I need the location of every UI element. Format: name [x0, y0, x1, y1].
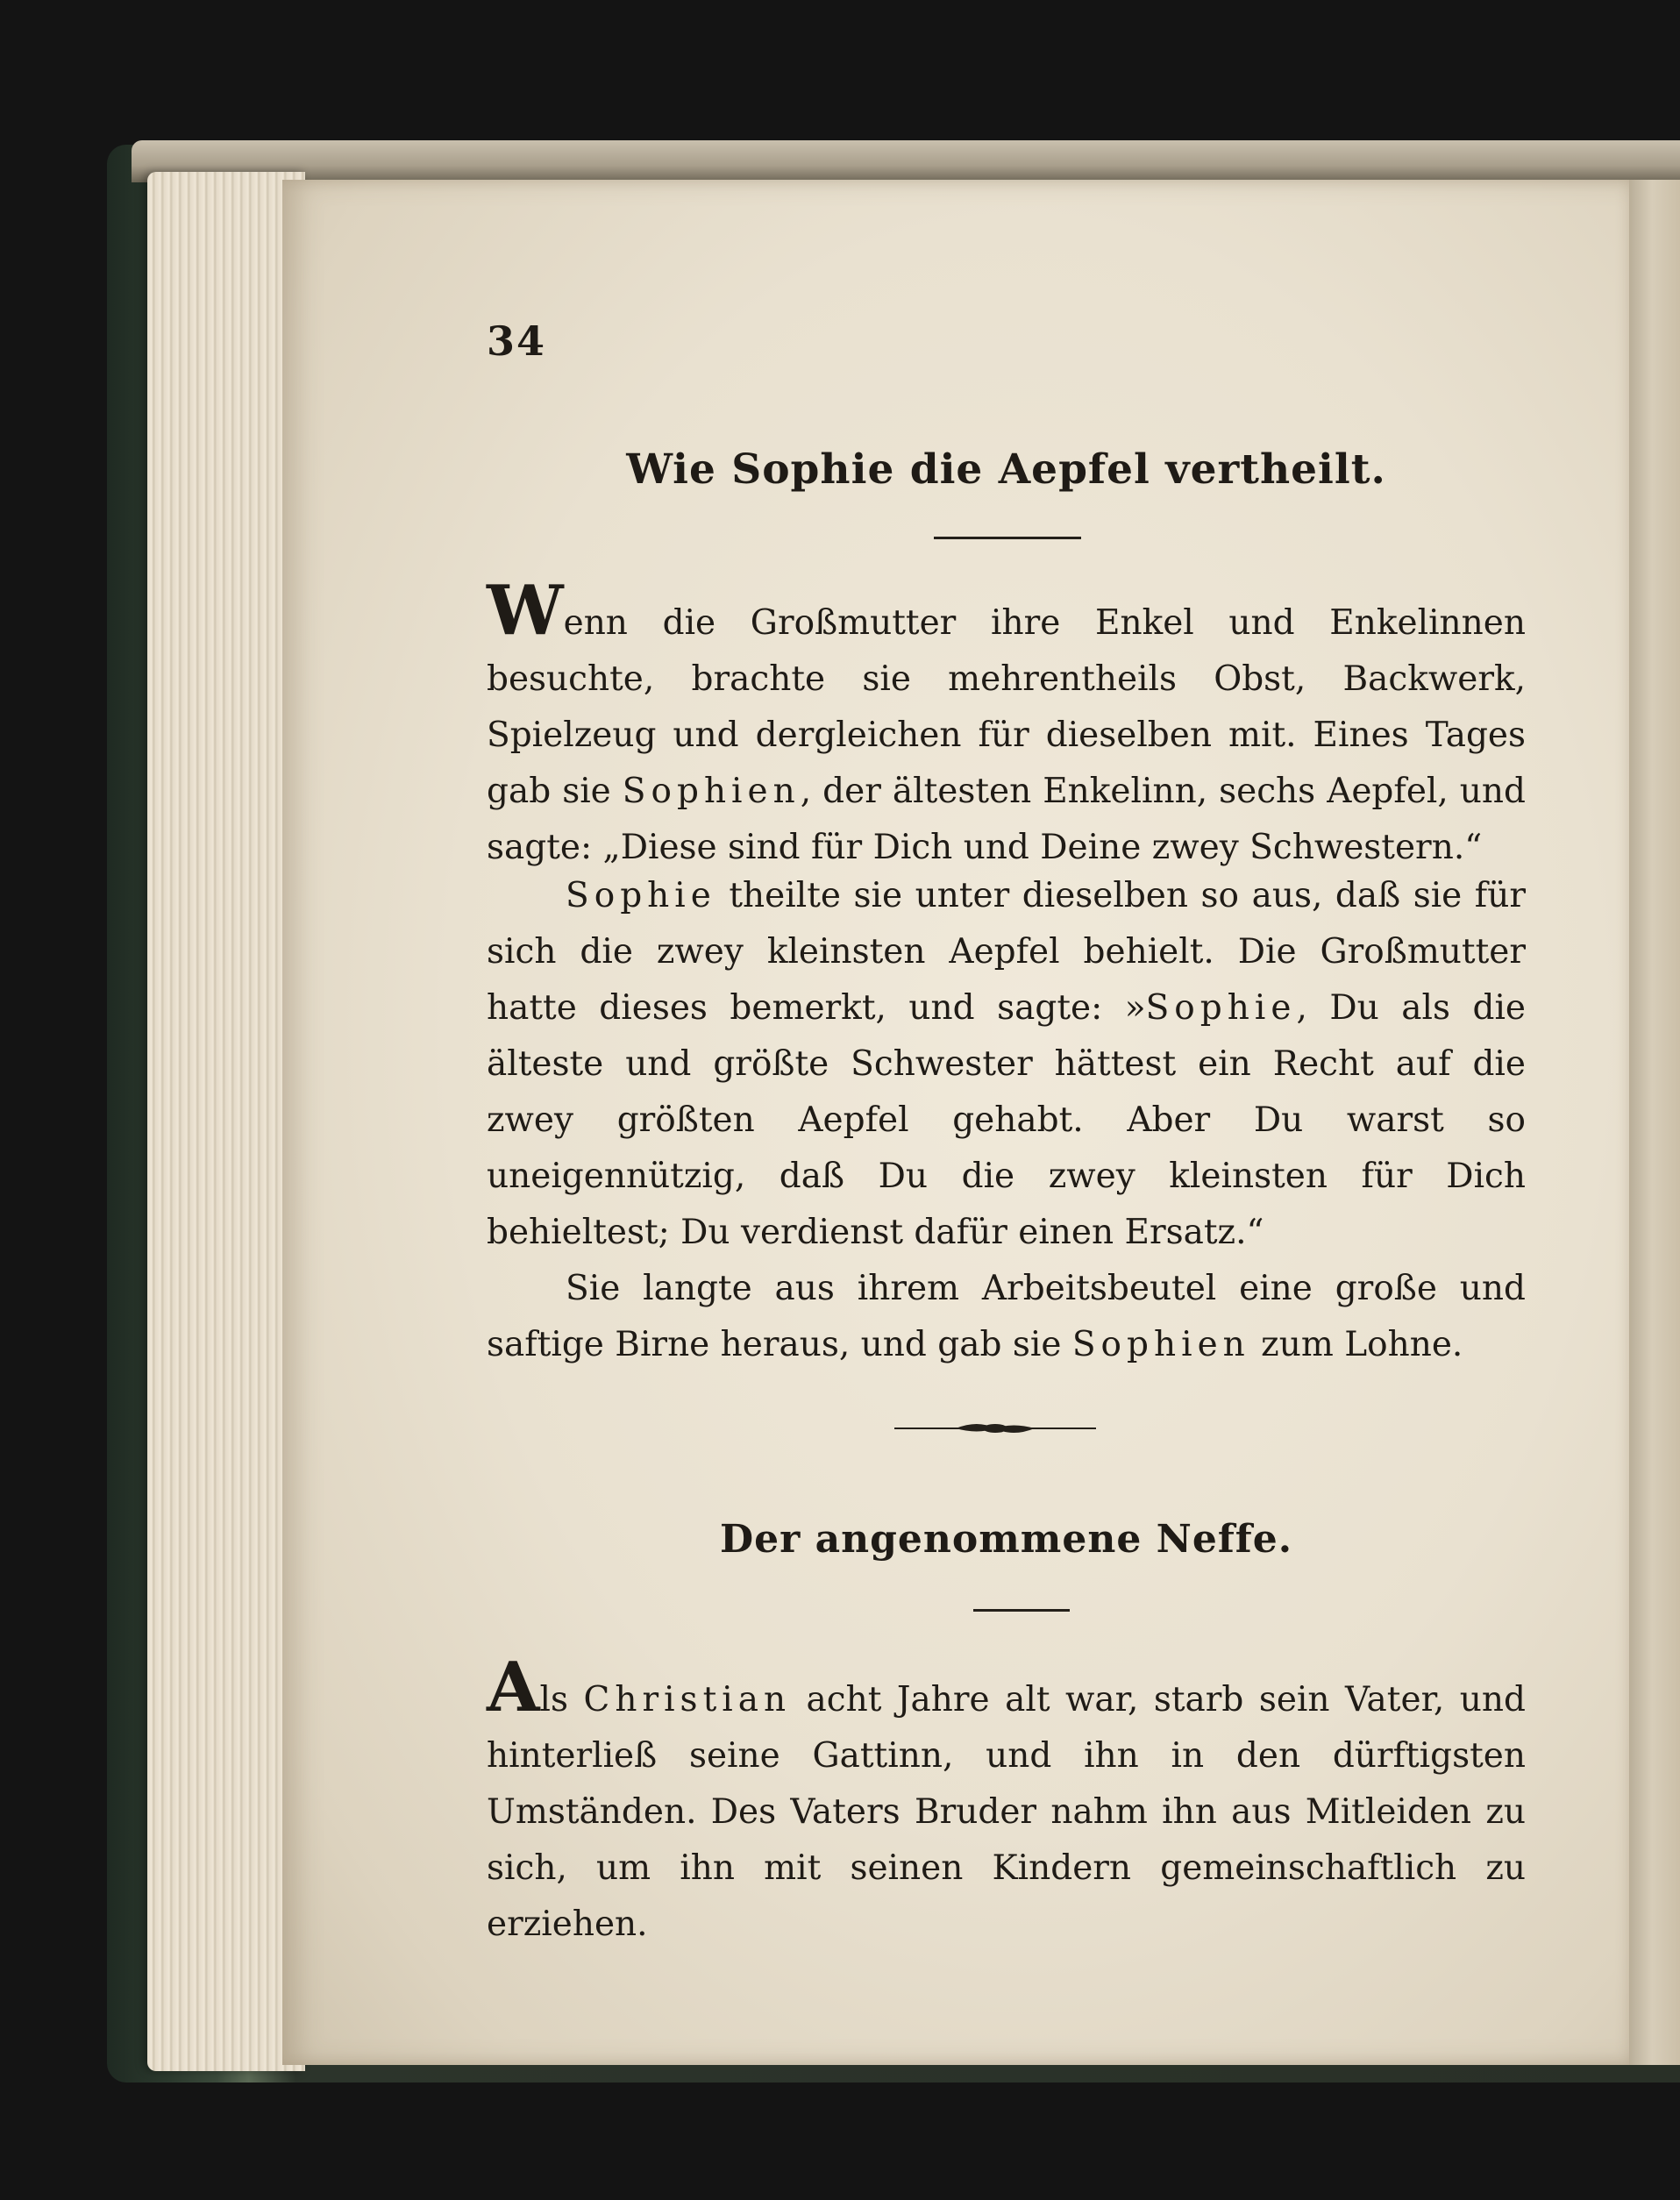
- paragraph-2: [487, 868, 1526, 1261]
- ornament-divider-icon: [894, 1419, 1096, 1438]
- name-sophie: Sophie: [566, 876, 716, 915]
- paragraph-text: ls: [539, 1680, 584, 1719]
- section-title-apples: Wie Sophie die Aepfel vertheilt.: [626, 445, 1386, 494]
- paragraph-3: [487, 1261, 1526, 1373]
- paragraph-text: Sie langte aus ihrem Arbeitsbeutel eine große und saftige Birne heraus, und gab sie: [487, 1269, 1526, 1364]
- paragraph-4: [487, 1648, 1526, 1953]
- page-number: 34: [487, 317, 547, 365]
- paragraph-1: [487, 571, 1526, 876]
- paragraph-text: enn die Großmutter ihre Enkel und Enkelinnen besuchte, brachte sie mehrentheils Obst, Backwerk, Spielzeug und dergleichen für dieselben mit. Eines Tages gab sie: [487, 603, 1526, 811]
- name-sophien: Sophien: [622, 772, 801, 811]
- drop-cap: W: [487, 571, 564, 651]
- drop-cap: A: [487, 1648, 540, 1727]
- paragraph-text: , der ältesten Enkelinn, sechs Aepfel, und sagte: „Diese sind für Dich und Deine zwey Schwestern.“: [487, 772, 1526, 867]
- name-sophie: Sophie: [1145, 988, 1297, 1028]
- page-edges: [147, 172, 305, 2071]
- paragraph-text: theilte sie unter dieselben so aus, daß sie für sich die zwey kleinsten Aepfel behielt. Die Großmutter hatte dieses bemerkt, und sagte: »: [487, 876, 1526, 1028]
- title-rule: [934, 537, 1081, 539]
- paragraph-text: , Du als die älteste und größte Schwester hättest ein Recht auf die zwey größten Aepfel gehabt. Aber Du warst so uneigennützig, daß Du die zwey kleinsten für Dich behieltest; Du verdienst dafür einen Ersatz.“: [487, 988, 1526, 1252]
- name-sophien: Sophien: [1071, 1325, 1250, 1364]
- title-rule: [973, 1609, 1070, 1612]
- paragraph-text: zum Lohne.: [1249, 1325, 1463, 1364]
- section-title-nephew: Der angenommene Neffe.: [719, 1517, 1293, 1562]
- paragraph-text: acht Jahre alt war, starb sein Vater, und hinterließ seine Gattinn, und ihn in den dürftigsten Umständen. Des Vaters Bruder nahm ihn aus Mitleiden zu sich, um ihn mit seinen Kindern gemeinschaftlich zu erziehen.: [487, 1680, 1526, 1944]
- name-christian: Christian: [583, 1680, 792, 1719]
- book-top-edge: [132, 140, 1680, 182]
- book-gutter: [1629, 180, 1680, 2065]
